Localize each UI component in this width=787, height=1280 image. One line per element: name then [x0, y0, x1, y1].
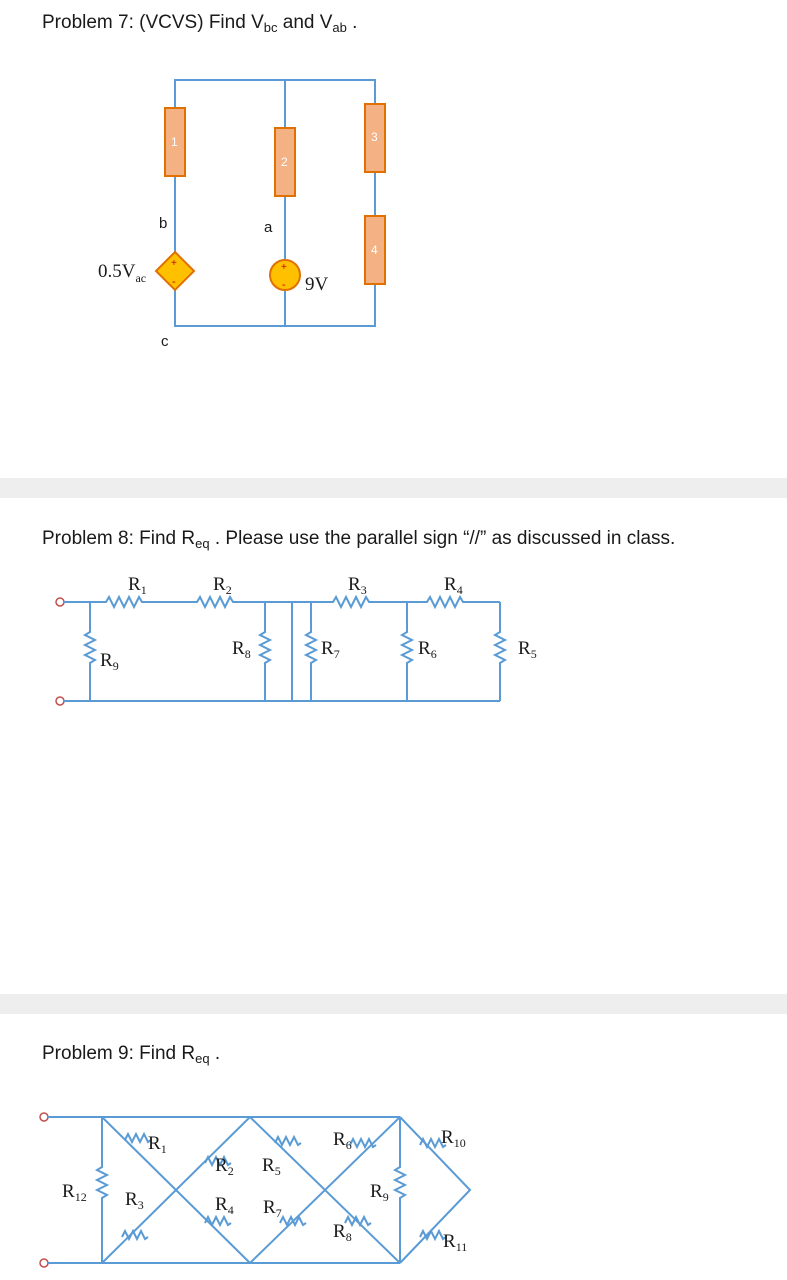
- problem-9-title: Problem 9: Find $R_{eq}$ .: [42, 1043, 221, 1066]
- problem-7-circuit: [0, 0, 787, 478]
- resistor-r8-label: $R_8$: [333, 1221, 352, 1244]
- page-gap: [0, 994, 787, 1014]
- resistor-r9: [395, 1117, 405, 1263]
- problem-8-circuit: [0, 560, 787, 760]
- resistor-r4-label: $R_4$: [215, 1194, 234, 1217]
- resistor-r9: [85, 602, 95, 701]
- resistor-r9-label: $R_9$: [100, 650, 119, 673]
- element-1-label: 1: [171, 135, 178, 149]
- node-b-label: b: [159, 215, 168, 232]
- dependent-source-label: $0.5V_{ac}$: [98, 261, 147, 285]
- resistor-r7: [280, 1217, 306, 1225]
- resistor-r1-label: $R_1$: [148, 1133, 167, 1156]
- top-series-chain: [64, 597, 500, 607]
- resistor-r5-label: $R_5$: [518, 638, 537, 661]
- terminal: [40, 1113, 48, 1121]
- minus-sign: -: [172, 276, 176, 288]
- resistor-r4-label: $R_4$: [444, 574, 463, 597]
- element-3-label: 3: [371, 130, 378, 144]
- resistor-r8: [345, 1217, 371, 1225]
- resistor-r3-label: $R_3$: [348, 574, 367, 597]
- minus-sign: -: [282, 279, 286, 291]
- element-4-label: 4: [371, 243, 378, 257]
- resistor-r12-label: $R_{12}$: [62, 1181, 87, 1204]
- resistor-r7-label: $R_7$: [321, 638, 340, 661]
- resistor-r6-label: $R_6$: [418, 638, 437, 661]
- resistor-r6: [350, 1139, 376, 1147]
- resistor-r10-label: $R_{10}$: [441, 1127, 466, 1150]
- top-wire: [175, 80, 375, 108]
- resistor-r3-label: $R_3$: [125, 1189, 144, 1212]
- resistor-r6: [402, 602, 412, 701]
- resistor-r6-label: $R_6$: [333, 1129, 352, 1152]
- problem-8-title: Problem 8: Find $R_{eq}$ . Please use the parallel sign “//” as discussed in class.: [42, 528, 676, 551]
- page-gap: [0, 478, 787, 498]
- node-c-label: c: [161, 333, 169, 350]
- problem-9-circuit: [0, 1105, 787, 1275]
- source-value-label: 9V: [305, 274, 329, 295]
- terminal: [40, 1259, 48, 1267]
- resistor-r8-label: $R_8$: [232, 638, 251, 661]
- node-a-label: a: [264, 219, 273, 236]
- bottom-wire: [175, 284, 375, 326]
- plus-sign: +: [281, 262, 287, 273]
- resistor-r11-label: $R_{11}$: [443, 1231, 468, 1254]
- resistor-r5-label: $R_5$: [262, 1155, 281, 1178]
- resistor-r5: [495, 602, 505, 701]
- resistor-r8: [260, 602, 270, 701]
- resistor-r1-label: $R_1$: [128, 574, 147, 597]
- resistor-r2-label: $R_2$: [215, 1155, 234, 1178]
- resistor-r3: [122, 1231, 148, 1239]
- element-2-label: 2: [281, 155, 288, 169]
- resistor-r2-label: $R_2$: [213, 574, 232, 597]
- resistor-r7-label: $R_7$: [263, 1197, 282, 1220]
- plus-sign: +: [171, 258, 177, 269]
- resistor-r7: [306, 602, 316, 701]
- problem-7-title: Problem 7: (VCVS) Find $V_{bc}$ and $V_{ab}$ .: [42, 12, 358, 35]
- terminal: [56, 598, 64, 606]
- resistor-r9-label: $R_9$: [370, 1181, 389, 1204]
- resistor-r12: [97, 1117, 107, 1263]
- terminal: [56, 697, 64, 705]
